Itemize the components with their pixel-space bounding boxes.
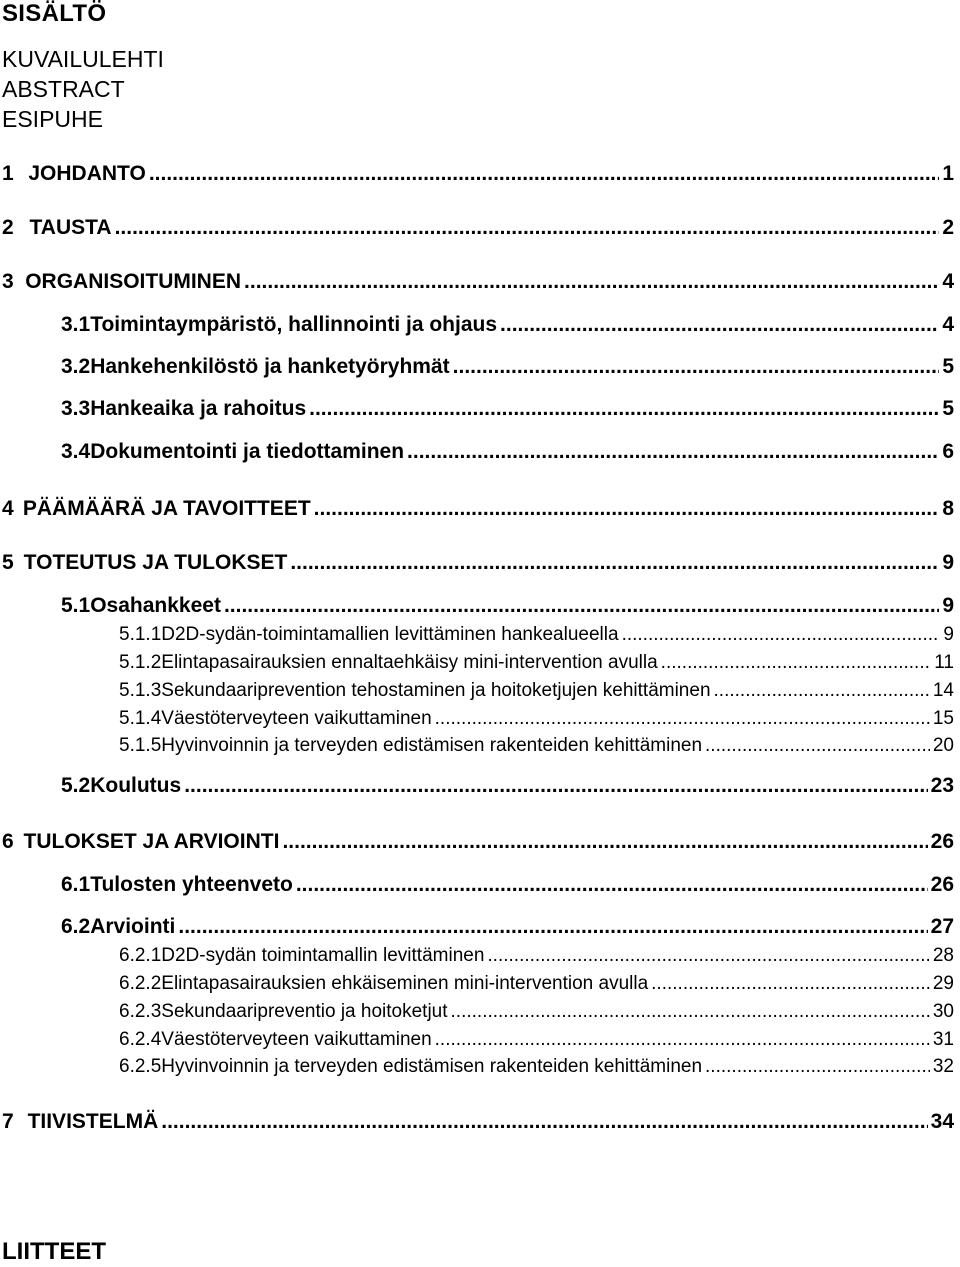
toc-page-number: 2 (942, 216, 954, 239)
toc-page-number: 14 (932, 680, 954, 701)
toc-page-number: 4 (942, 270, 954, 293)
toc-entry[interactable] (61, 594, 954, 618)
toc-number: 5 (2, 551, 14, 574)
toc-entry[interactable] (61, 915, 954, 939)
toc-title: Elintapasairauksien ehkäiseminen mini-intervention avulla (161, 973, 649, 994)
toc-page-number: 15 (932, 708, 954, 729)
dot-leader (282, 830, 927, 854)
toc-entry[interactable] (61, 440, 954, 464)
toc-number: 5.2 (61, 774, 91, 797)
dot-leader (296, 873, 928, 897)
toc-page-number: 4 (942, 313, 954, 336)
toc-number: 6 (2, 830, 14, 853)
toc-number: 6.2.3 (119, 1001, 162, 1022)
toc-number: 6.2.4 (119, 1029, 162, 1050)
toc-page-number: 9 (942, 551, 954, 574)
toc-entry[interactable] (119, 735, 954, 757)
toc-page-number: 27 (930, 915, 954, 938)
toc-entry[interactable] (2, 270, 954, 294)
toc-page-number: 11 (934, 652, 954, 673)
toc-title: Hyvinvoinnin ja terveyden edistämisen rakenteiden kehittäminen (161, 1056, 703, 1077)
dot-leader (705, 1056, 930, 1078)
toc-title: TAUSTA (29, 216, 112, 239)
toc-page-number: 5 (942, 355, 954, 378)
toc-title: PÄÄMÄÄRÄ JA TAVOITTEET (22, 497, 311, 520)
toc-entry[interactable] (2, 1110, 954, 1134)
toc-title: D2D-sydän-toimintamallien levittäminen hankealueella (161, 624, 619, 645)
dot-leader (661, 652, 932, 674)
toc-title: TIIVISTELMÄ (27, 1110, 159, 1133)
toc-number: 5.1.2 (119, 652, 162, 673)
toc-title: Hyvinvoinnin ja terveyden edistämisen rakenteiden kehittäminen (161, 735, 703, 756)
toc-number: 4 (2, 497, 14, 520)
toc-page-number: 30 (932, 1001, 954, 1022)
toc-page-number: 34 (930, 1110, 954, 1133)
toc-entry[interactable] (61, 397, 954, 421)
dot-leader (178, 915, 927, 939)
toc-entry[interactable] (119, 1029, 954, 1051)
front-matter-item[interactable]: KUVAILULEHTI (2, 46, 164, 72)
toc-entry[interactable] (119, 973, 954, 995)
toc-title: Tulosten yhteenveto (90, 873, 293, 896)
dot-leader (290, 551, 939, 575)
dot-leader (487, 945, 929, 967)
toc-number: 1 (2, 162, 14, 185)
toc-entry[interactable] (61, 873, 954, 897)
toc-page-number: 1 (942, 162, 954, 185)
toc-page-number: 8 (942, 497, 954, 520)
toc-number: 3.1 (61, 313, 91, 336)
toc-page-number: 31 (932, 1029, 954, 1050)
toc-number: 3.4 (61, 440, 91, 463)
dot-leader (115, 216, 940, 240)
toc-number: 6.2 (61, 915, 91, 938)
toc-number: 5.1.4 (119, 708, 162, 729)
toc-number: 2 (2, 216, 14, 239)
dot-leader (224, 594, 939, 618)
toc-number: 6.1 (61, 873, 91, 896)
toc-number: 7 (2, 1110, 14, 1133)
toc-entry[interactable] (119, 945, 954, 967)
toc-page-number: 23 (930, 774, 954, 797)
toc-title: Osahankkeet (90, 594, 221, 617)
toc-title: Arviointi (90, 915, 176, 938)
toc-title: D2D-sydän toimintamallin levittäminen (161, 945, 485, 966)
toc-entry[interactable] (61, 355, 954, 379)
toc-entry[interactable] (61, 313, 954, 337)
toc-title: Väestöterveyteen vaikuttaminen (161, 1029, 432, 1050)
dot-leader (184, 774, 927, 798)
page-title: SISÄLTÖ (2, 0, 107, 27)
toc-page-number: 5 (942, 397, 954, 420)
toc-entry[interactable] (2, 830, 954, 854)
front-matter-item[interactable]: ABSTRACT (2, 76, 125, 102)
toc-title: Väestöterveyteen vaikuttaminen (161, 708, 432, 729)
dot-leader (500, 313, 939, 337)
toc-title: TULOKSET JA ARVIOINTI (23, 830, 280, 853)
toc-title: Sekundaariprevention tehostaminen ja hoitoketjujen kehittäminen (161, 680, 711, 701)
dot-leader (244, 270, 939, 294)
dot-leader (651, 973, 930, 995)
toc-entry[interactable] (119, 624, 954, 646)
toc-entry[interactable] (119, 708, 954, 730)
toc-entry[interactable] (119, 652, 954, 674)
front-matter-item[interactable]: ESIPUHE (2, 106, 103, 132)
appendix-heading: LIITTEET (2, 1238, 106, 1265)
toc-page-number: 20 (932, 735, 954, 756)
toc-title: Elintapasairauksien ennaltaehkäisy mini-intervention avulla (161, 652, 658, 673)
toc-number: 5.1 (61, 594, 91, 617)
toc-number: 6.2.2 (119, 973, 162, 994)
toc-title: Hankeaika ja rahoitus (90, 397, 307, 420)
toc-title: ORGANISOITUMINEN (25, 270, 242, 293)
toc-title: Koulutus (90, 774, 182, 797)
dot-leader (435, 1029, 930, 1051)
dot-leader (714, 680, 930, 702)
toc-number: 3.3 (61, 397, 91, 420)
toc-entry[interactable] (2, 162, 954, 186)
toc-entry[interactable] (119, 1056, 954, 1078)
dot-leader (149, 162, 939, 186)
toc-number: 5.1.5 (119, 735, 162, 756)
dot-leader (435, 708, 930, 730)
toc-page-number: 26 (930, 830, 954, 853)
dot-leader (453, 355, 940, 379)
toc-title: Hankehenkilöstö ja hanketyöryhmät (90, 355, 450, 378)
toc-title: Sekundaaripreventio ja hoitoketjut (161, 1001, 448, 1022)
dot-leader (451, 1001, 930, 1023)
dot-leader (309, 397, 939, 421)
toc-page-number: 6 (942, 440, 954, 463)
toc-entry[interactable] (2, 551, 954, 575)
toc-number: 6.2.5 (119, 1056, 162, 1077)
toc-entry[interactable] (119, 680, 954, 702)
toc-page-number: 9 (943, 624, 954, 645)
dot-leader (622, 624, 941, 646)
toc-page-number: 32 (932, 1056, 954, 1077)
toc-entry[interactable] (2, 497, 954, 521)
toc-page-number: 26 (930, 873, 954, 896)
toc-number: 6.2.1 (119, 945, 162, 966)
toc-entry[interactable] (2, 216, 954, 240)
toc-number: 5.1.3 (119, 680, 162, 701)
dot-leader (705, 735, 930, 757)
toc-title: JOHDANTO (28, 162, 146, 185)
toc-page-number: 29 (932, 973, 954, 994)
toc-number: 3 (2, 270, 14, 293)
dot-leader (161, 1110, 927, 1134)
toc-title: Dokumentointi ja tiedottaminen (90, 440, 405, 463)
dot-leader (314, 497, 940, 521)
toc-number: 3.2 (61, 355, 91, 378)
toc-title: Toimintaympäristö, hallinnointi ja ohjaus (90, 313, 498, 336)
toc-number: 5.1.1 (119, 624, 162, 645)
toc-page-number: 9 (942, 594, 954, 617)
toc-title: TOTEUTUS JA TULOKSET (23, 551, 288, 574)
toc-entry[interactable] (119, 1001, 954, 1023)
toc-entry[interactable] (61, 774, 954, 798)
toc-page-number: 28 (932, 945, 954, 966)
dot-leader (407, 440, 939, 464)
